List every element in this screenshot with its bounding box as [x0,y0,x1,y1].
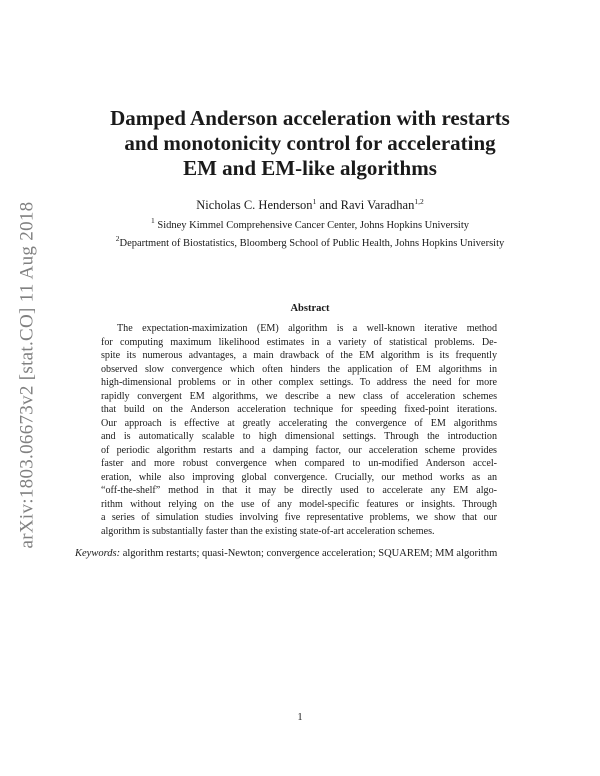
abstract-line: high-dimensional problems or in other complex settings. To address the need for more [101,377,497,388]
title-line: Damped Anderson acceleration with restarts [110,106,510,130]
author-list [60,197,560,213]
author-affiliation-marker: 1 [312,197,317,206]
affiliation-2 [60,234,560,249]
abstract-line: Our approach is effective at greatly accelerating the convergence of EM algorithms [101,417,497,429]
author-conjunction: and [316,198,341,212]
author-name: Nicholas C. Henderson [196,198,313,212]
abstract-line: and is automatically scalable to high dimensional settings. Through the introduction [101,431,497,442]
abstract-line: observed slow convergence which often hinders the application of EM algorithms in [101,363,497,375]
affiliation-marker: 2 [115,234,120,243]
abstract-line: a series of simulation studies involving five representative problems, we show that our [101,512,497,523]
affiliation-text: Sidney Kimmel Comprehensive Cancer Center, Johns Hopkins University [154,220,469,231]
affiliation-marker: 1 [151,216,155,225]
title-line: EM and EM-like algorithms [183,156,437,180]
page-number: 1 [297,712,303,723]
abstract-line: rithm without relying on the use of any model-specific features or insights. Through [101,498,497,510]
abstract-line: for computing maximum likelihood estimates in a variety of statistical problems. De- [101,336,497,348]
keywords-text: algorithm restarts; quasi-Newton; convergence acceleration; SQUAREM; MM algorithm [120,548,498,559]
abstract-line: of periodic algorithm restarts and a damping factor, our acceleration scheme provides [101,444,497,456]
affiliation-1 [60,216,560,231]
paper-title [60,106,560,181]
arxiv-identifier-text: arXiv:1803.06673v2 [stat.CO] 11 Aug 2018 [16,201,38,549]
abstract-line: algorithm is substantially faster than the existing state-of-art acceleration schemes. [101,525,435,537]
abstract-heading: Abstract [290,303,330,314]
abstract-line: rapidly convergent EM algorithms, we describe a new class of acceleration schemes [101,390,497,402]
abstract-line: “off-the-shelf” method in that it may be directly used to accelerate any EM algo- [101,485,497,496]
abstract-body [101,322,497,538]
affiliation-text: Department of Biostatistics, Bloomberg School of Public Health, Johns Hopkins University [119,238,505,249]
abstract-line: faster and more robust convergence when compared to un-modified Anderson accel- [101,458,497,469]
abstract-line: The expectation-maximization (EM) algorithm is a well-known iterative method [117,323,497,334]
arxiv-identifier-stamp [12,180,42,570]
keywords-section [75,547,525,561]
abstract-line: eration, while also improving global convergence. Crucially, our method works as an [101,471,497,483]
author-affiliation-marker: 1,2 [414,197,424,206]
abstract-line: that build on the Anderson acceleration technique for speeding fixed-point iterations. [101,404,497,415]
title-line: and monotonicity control for accelerating [124,131,496,155]
author-name: Ravi Varadhan [340,198,415,212]
abstract-line: spite its numerous advantages, a main drawback of the EM algorithm is its frequently [101,350,497,361]
keywords-label: Keywords: [75,548,121,559]
